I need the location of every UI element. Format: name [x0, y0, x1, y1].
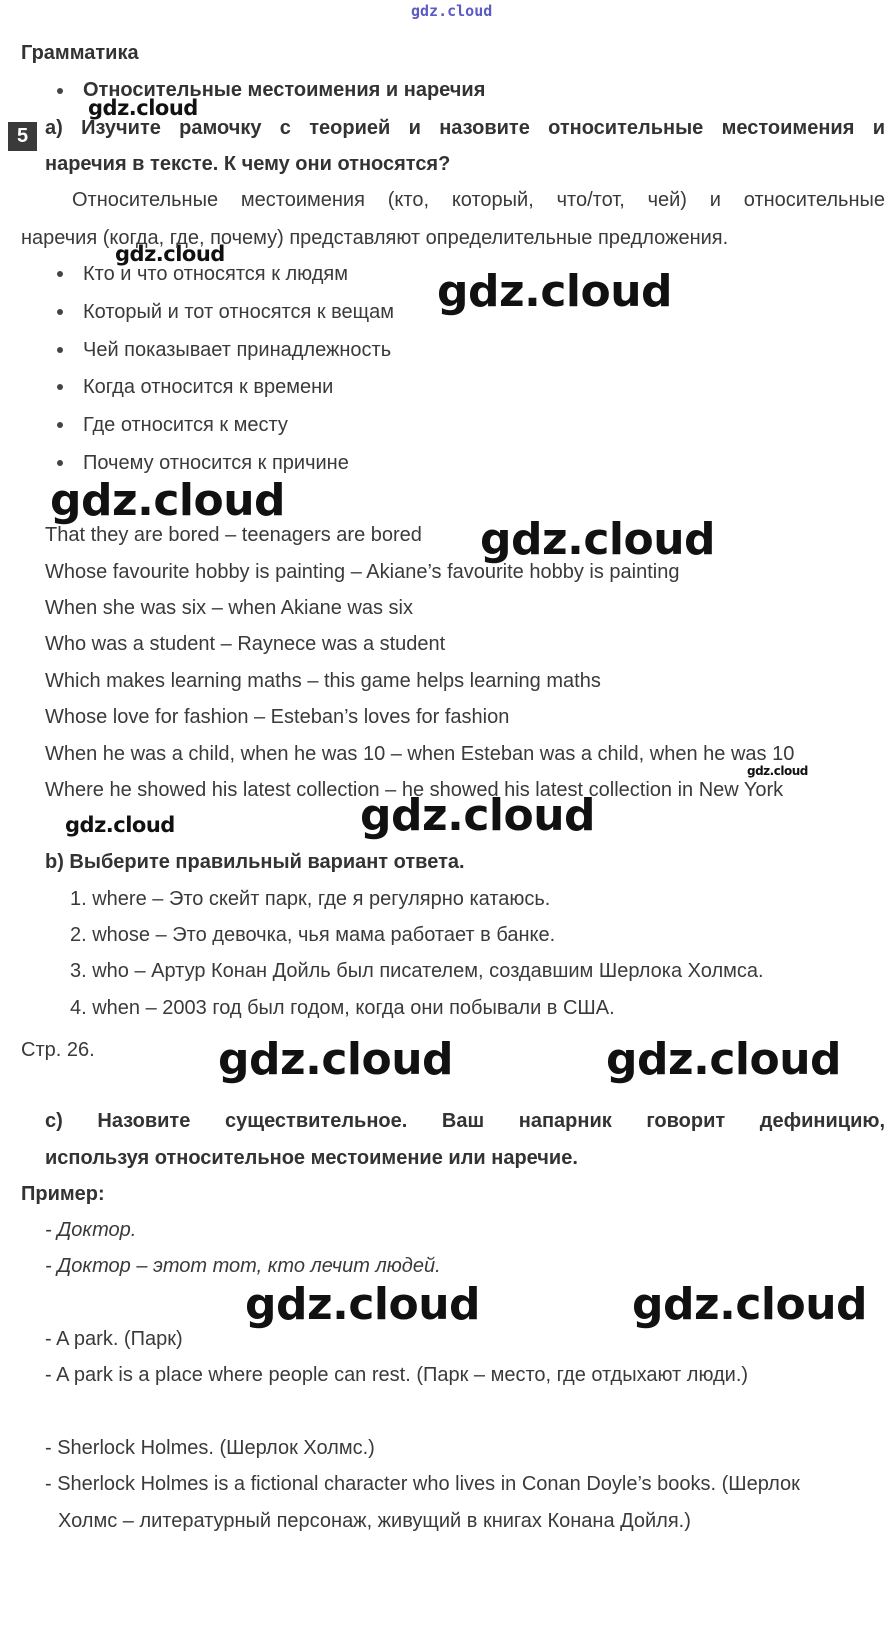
list-item: Где относится к месту [83, 414, 288, 436]
list-item: 3. who – Артур Конан Дойль был писателем, создавшим Шерлока Холмса. [70, 960, 764, 982]
list-item: Почему относится к причине [83, 452, 349, 474]
task-c-heading-line2: используя относительное местоимение или наречие. [45, 1147, 578, 1169]
watermark: gdz.cloud [480, 514, 716, 565]
task-b-heading: b) Выберите правильный вариант ответа. [45, 851, 465, 873]
watermark: gdz.cloud [606, 1034, 842, 1085]
dialog-line: Холмс – литературный персонаж, живущий в книгах Конана Дойля.) [58, 1510, 691, 1532]
watermark: gdz.cloud [632, 1279, 868, 1330]
watermark: gdz.cloud [88, 96, 198, 120]
intro-line1: Относительные местоимения (кто, который, что/тот, чей) и относительные [72, 189, 885, 211]
task-number-badge: 5 [8, 122, 37, 151]
list-item: 4. when – 2003 год был годом, когда они побывали в США. [70, 997, 615, 1019]
answer-line: When he was a child, when he was 10 – when Esteban was a child, when he was 10 [45, 743, 795, 765]
list-item: Когда относится к времени [83, 376, 334, 398]
list-item: 2. whose – Это девочка, чья мама работает в банке. [70, 924, 556, 946]
watermark: gdz.cloud [115, 242, 225, 266]
section-title: Грамматика [21, 42, 139, 64]
bullet-icon [57, 422, 63, 428]
bullet-icon [57, 460, 63, 466]
bullet-icon [57, 88, 63, 94]
watermark: gdz.cloud [218, 1034, 454, 1085]
watermark: gdz.cloud [747, 764, 808, 778]
bullet-icon [57, 309, 63, 315]
list-item: 1. where – Это скейт парк, где я регулярно катаюсь. [70, 888, 551, 910]
watermark: gdz.cloud [50, 475, 286, 526]
answer-line: Where he showed his latest collection – he showed his latest collection in New York [45, 779, 784, 801]
bullet-icon [57, 347, 63, 353]
answer-line: When she was six – when Akiane was six [45, 597, 413, 619]
task-5-heading-line2: наречия в тексте. К чему они относятся? [45, 153, 451, 175]
watermark: gdz.cloud [245, 1279, 481, 1330]
dialog-line: - A park. (Парк) [45, 1328, 183, 1350]
dialog-line: - Sherlock Holmes. (Шерлок Холмс.) [45, 1437, 375, 1459]
list-item: Чей показывает принадлежность [83, 339, 392, 361]
list-item: Кто и что относятся к людям [83, 263, 348, 285]
page-reference: Стр. 26. [21, 1039, 95, 1061]
intro-line2: наречия (когда, где, почему) представляют определительные предложения. [21, 227, 729, 249]
dialog-line: - A park is a place where people can rest. (Парк – место, где отдыхают люди.) [45, 1364, 749, 1386]
answer-line: Whose love for fashion – Esteban’s loves for fashion [45, 706, 510, 728]
watermark: gdz.cloud [360, 790, 596, 841]
answer-line: Whose favourite hobby is painting – Akiane’s favourite hobby is painting [45, 561, 680, 583]
answer-line: Which makes learning maths – this game helps learning maths [45, 670, 601, 692]
answer-line: That they are bored – teenagers are bored [45, 524, 422, 546]
example-line: - Доктор. [45, 1219, 137, 1241]
example-line: - Доктор – этот тот, кто лечит людей. [45, 1255, 441, 1277]
watermark: gdz.cloud [65, 813, 175, 837]
bullet-icon [57, 384, 63, 390]
task-c-heading-line1: c) Назовите существительное. Ваш напарник говорит дефиницию, [45, 1110, 885, 1132]
topic-title: Относительные местоимения и наречия [83, 79, 486, 101]
watermark: gdz.cloud [437, 266, 673, 317]
watermark-top: gdz.cloud [411, 2, 493, 20]
list-item: Который и тот относятся к вещам [83, 301, 395, 323]
task-5-heading-line1: a) Изучите рамочку с теорией и назовите относительные местоимения и [45, 117, 885, 139]
dialog-line: - Sherlock Holmes is a fictional character who lives in Conan Doyle’s books. (Шерлок [45, 1473, 800, 1495]
example-label: Пример: [21, 1183, 105, 1205]
bullet-icon [57, 271, 63, 277]
answer-line: Who was a student – Raynece was a student [45, 633, 446, 655]
